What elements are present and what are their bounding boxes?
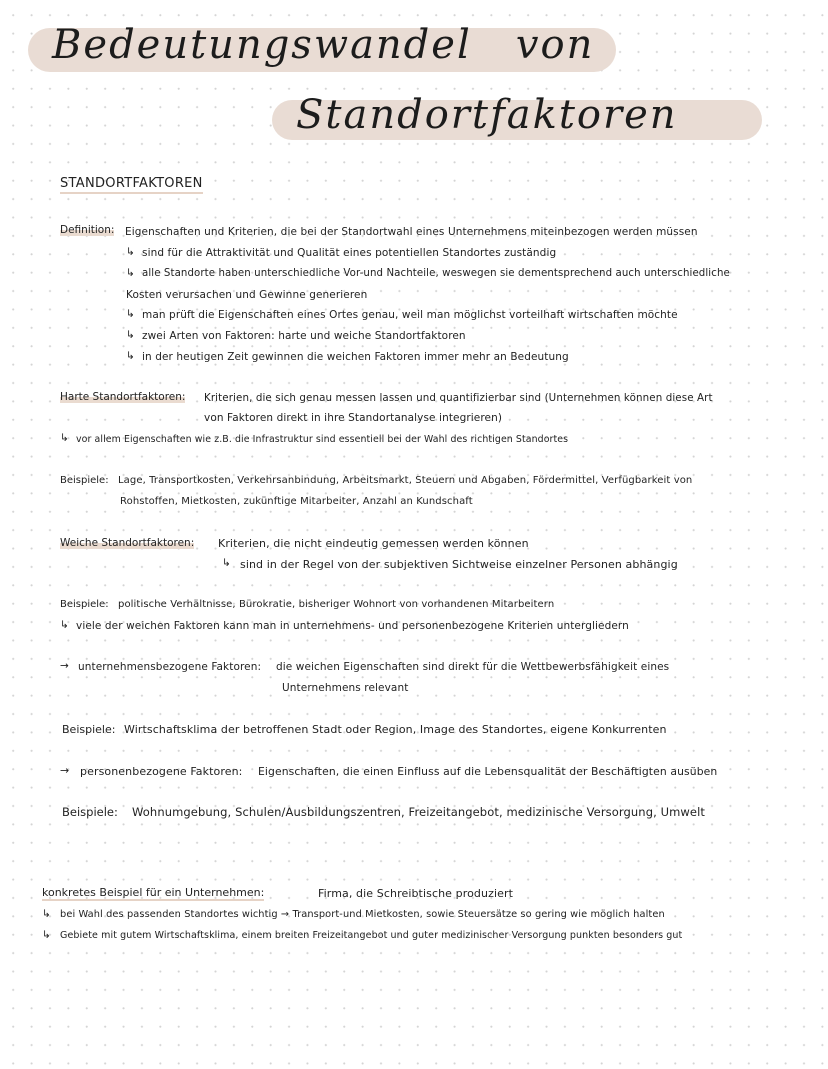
definition-label-text: Definition: [60,224,115,236]
weiche-text: Kriterien, die nicht eindeutig gemessen werden können [218,537,529,550]
hook-arrow-icon: ↳ [60,619,69,631]
harte-beispiele-label: Beispiele: [60,475,109,486]
harte-label [60,391,185,403]
beispiele-unternehmens-label: Beispiele: [62,723,116,736]
personen-text: Eigenschaften, die einen Einfluss auf die Lebensqualität der Beschäftigten ausüben [258,765,718,778]
definition-point: sind für die Attraktivität und Qualität eines potentiellen Standortes zuständig [142,247,557,259]
weiche-beispiele-label: Beispiele: [60,599,109,610]
harte-text-continued: von Faktoren direkt in ihre Standortanalyse integrieren) [204,412,503,424]
harte-text: Kriterien, die sich genau messen lassen und quantifizierbar sind (Unternehmen können diese Art [204,392,713,404]
harte-beispiele-continued: Rohstoffen, Mietkosten, zukünftige Mitarbeiter, Anzahl an Kundschaft [120,496,473,507]
beispiele-personen: Wohnumgebung, Schulen/Ausbildungszentren, Freizeitangebot, medizinische Versorgung, Umwelt [132,805,706,819]
definition-label [60,224,114,236]
beispiele-unternehmens: Wirtschaftsklima der betroffenen Stadt oder Region, Image des Standortes, eigene Konkurrenten [124,723,667,736]
weiche-label [60,537,194,549]
personen-label: personenbezogene Faktoren: [80,765,243,778]
weiche-text-continued: sind in der Regel von der subjektiven Sichtweise einzelner Personen abhängig [240,558,678,571]
harte-label-text: Harte Standortfaktoren: [60,391,186,403]
page-title-line-1: Bedeutungswandel von [52,22,595,68]
konkret-label [42,886,264,899]
hook-arrow-icon: ↳ [126,267,135,279]
hook-arrow-icon: ↳ [126,246,135,258]
definition-point: in der heutigen Zeit gewinnen die weichen Faktoren immer mehr an Bedeutung [142,351,569,363]
weiche-beispiele: politische Verhältnisse, Bürokratie, bisheriger Wohnort von vorhandenen Mitarbeitern [118,599,555,610]
definition-point: zwei Arten von Faktoren: harte und weiche Standortfaktoren [142,330,466,342]
hook-arrow-icon: ↳ [42,929,51,941]
unternehmens-label: unternehmensbezogene Faktoren: [78,661,262,673]
harte-note: vor allem Eigenschaften wie z.B. die Infrastruktur sind essentiell bei der Wahl des richtigen Standortes [76,434,569,445]
definition-point-continued: Kosten verursachen und Gewinne generieren [126,289,368,301]
hook-arrow-icon: ↳ [42,908,51,920]
right-arrow-icon: → [60,660,69,672]
section-heading: STANDORTFAKTOREN [60,176,203,194]
hook-arrow-icon: ↳ [126,308,135,320]
hook-arrow-icon: ↳ [60,432,69,444]
unternehmens-text: die weichen Eigenschaften sind direkt für die Wettbewerbsfähigkeit eines [276,661,670,673]
konkret-point: Gebiete mit gutem Wirtschaftsklima, einem breiten Freizeitangebot und guter medizinischer Versorgung punkten besonders gut [60,930,683,941]
konkret-point: bei Wahl des passenden Standortes wichtig → Transport-und Mietkosten, sowie Steuersätze so gering wie möglich halten [60,909,665,920]
definition-point: alle Standorte haben unterschiedliche Vor-und Nachteile, weswegen sie dementsprechend auch unterschiedliche [142,268,730,279]
definition-point: man prüft die Eigenschaften eines Ortes genau, weil man möglichst vorteilhaft wirtschaften möchte [142,309,678,321]
definition-text: Eigenschaften und Kriterien, die bei der Standortwahl eines Unternehmens miteinbezogen werden müssen [125,226,698,238]
weiche-note: viele der weichen Faktoren kann man in unternehmens- und personenbezogene Kriterien untergliedern [76,620,629,632]
hook-arrow-icon: ↳ [126,350,135,362]
hook-arrow-icon: ↳ [222,557,231,569]
konkret-text: Firma, die Schreibtische produziert [318,887,514,900]
harte-beispiele: Lage, Transportkosten, Verkehrsanbindung, Arbeitsmarkt, Steuern und Abgaben, Fördermittel, Verfügbarkeit von [118,475,693,486]
weiche-label-text: Weiche Standortfaktoren: [60,537,195,549]
beispiele-personen-label: Beispiele: [62,805,118,819]
unternehmens-text-continued: Unternehmens relevant [282,682,409,694]
hook-arrow-icon: ↳ [126,329,135,341]
page-title-line-2: Standortfaktoren [296,92,678,138]
konkret-label-text: konkretes Beispiel für ein Unternehmen: [42,886,265,899]
right-arrow-icon: → [60,764,70,777]
